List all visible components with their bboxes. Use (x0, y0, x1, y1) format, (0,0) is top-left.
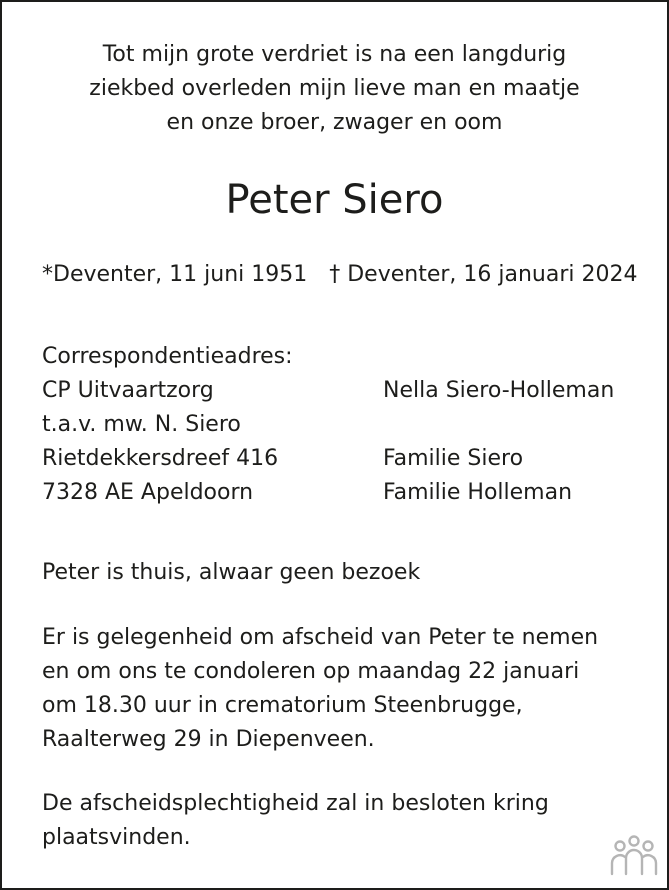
address-line: Rietdekkersdreef 416 (42, 446, 279, 471)
people-group-icon (609, 834, 659, 876)
death-date: † Deventer, 16 januari 2024 (329, 262, 638, 287)
family-name: Familie Siero (383, 446, 524, 471)
ceremony-line: plaatsvinden. (42, 825, 191, 850)
family-name: Nella Siero-Holleman (383, 378, 615, 403)
farewell-line: om 18.30 uur in crematorium Steenbrugge, (42, 693, 523, 718)
farewell-line: Raalterweg 29 in Diepenveen. (42, 727, 375, 752)
address-line: t.a.v. mw. N. Siero (42, 412, 241, 437)
intro-line: ziekbed overleden mijn lieve man en maatje (89, 76, 580, 101)
correspondence-address (42, 340, 293, 510)
intro-text (0, 38, 669, 140)
ceremony-line: De afscheidsplechtigheid zal in besloten kring (42, 791, 549, 816)
ceremony-paragraph (42, 787, 549, 855)
deceased-name: Peter Siero (225, 177, 444, 223)
life-dates (42, 258, 638, 292)
address-line: CP Uitvaartzorg (42, 378, 214, 403)
farewell-paragraph (42, 621, 598, 757)
home-note: Peter is thuis, alwaar geen bezoek (42, 560, 421, 585)
correspondence-heading: Correspondentieadres: (42, 344, 293, 369)
farewell-line: Er is gelegenheid om afscheid van Peter te nemen (42, 625, 599, 650)
intro-line: Tot mijn grote verdriet is na een langdurig (102, 42, 567, 67)
farewell-line: en om ons te condoleren op maandag 22 januari (42, 659, 580, 684)
address-line: 7328 AE Apeldoorn (42, 480, 254, 505)
intro-line: en onze broer, zwager en oom (166, 110, 503, 135)
family-name: Familie Holleman (383, 480, 573, 505)
birth-date: *Deventer, 11 juni 1951 (42, 262, 308, 287)
